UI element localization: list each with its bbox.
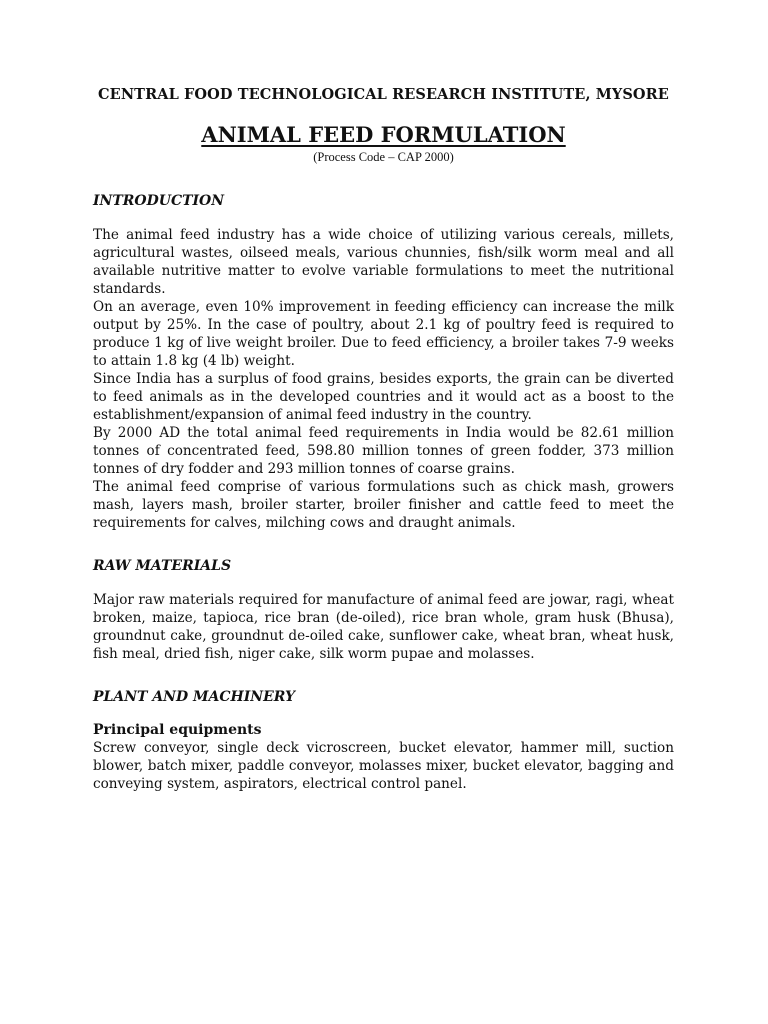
process-code: (Process Code – CAP 2000) bbox=[313, 150, 454, 165]
intro-paragraph-3: Since India has a surplus of food grains, besides exports, the grain can be diverted to feed animals as in the developed countries and it would act as a boost to the establishment/expansion of animal feed industry in the country. bbox=[93, 371, 674, 424]
raw-materials-paragraph: Major raw materials required for manufacture of animal feed are jowar, ragi, wheat broken, maize, tapioca, rice bran (de-oiled), rice bran whole, gram husk (Bhusa), groundnut cake, groundnut de-oiled cake, sunflower cake, wheat bran, wheat husk, fish meal, dried fish, niger cake, silk worm pupae and molasses. bbox=[93, 592, 674, 663]
introduction-heading: INTRODUCTION bbox=[93, 193, 225, 210]
intro-paragraph-4: By 2000 AD the total animal feed requirements in India would be 82.61 million tonnes of concentrated feed, 598.80 million tonnes of green fodder, 373 million tonnes of dry fodder and 293 million tonnes of coarse grains. bbox=[93, 425, 674, 478]
plant-machinery-heading: PLANT AND MACHINERY bbox=[93, 689, 295, 706]
institute-name: CENTRAL FOOD TECHNOLOGICAL RESEARCH INSTITUTE, MYSORE bbox=[98, 86, 669, 103]
intro-paragraph-2: On an average, even 10% improvement in feeding efficiency can increase the milk output by 25%. In the case of poultry, about 2.1 kg of poultry feed is required to produce 1 kg of live weight broiler. Due to feed efficiency, a broiler takes 7-9 weeks to attain 1.8 kg (4 lb) weight. bbox=[93, 299, 674, 370]
intro-paragraph-1: The animal feed industry has a wide choice of utilizing various cereals, millets, agricultural wastes, oilseed meals, various chunnies, fish/silk worm meal and all available nutritive matter to evolve variable formulations to meet the nutritional standards. bbox=[93, 227, 674, 298]
intro-paragraph-5: The animal feed comprise of various formulations such as chick mash, growers mash, layers mash, broiler starter, broiler finisher and cattle feed to meet the requirements for calves, milching cows and draught animals. bbox=[93, 479, 674, 532]
principal-equipments-heading: Principal equipments bbox=[93, 722, 262, 739]
raw-materials-heading: RAW MATERIALS bbox=[93, 558, 232, 575]
equipments-paragraph: Screw conveyor, single deck vicroscreen, bucket elevator, hammer mill, suction blower, batch mixer, paddle conveyor, molasses mixer, bucket elevator, bagging and conveying system, aspirators, electrical control panel. bbox=[93, 740, 674, 793]
document-content bbox=[93, 86, 674, 793]
document-title: ANIMAL FEED FORMULATION bbox=[201, 122, 566, 147]
